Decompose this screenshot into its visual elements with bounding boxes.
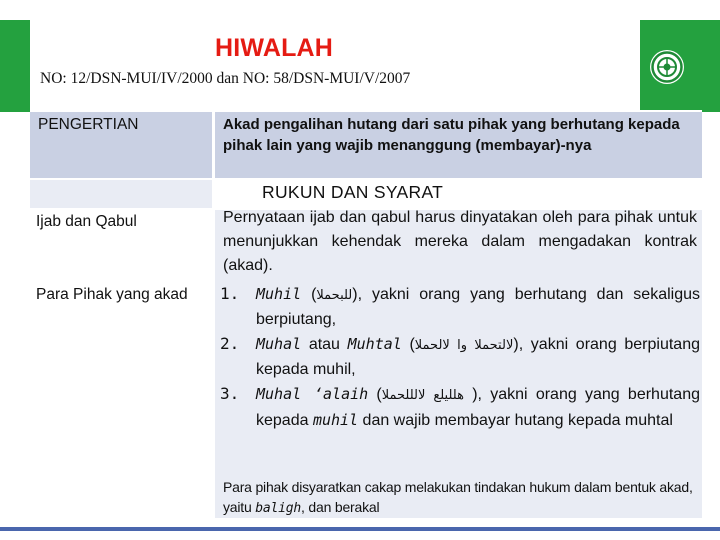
- list-item: 2. Muhal atau Muhtal (لالتحملا وا لالحملا), yakni orang berpiutang kepada muhil,: [220, 334, 700, 378]
- list-item: 3. Muhal ‘alaih (هللیلع لالللحملا ), yakni orang yang berhutang kepada muhil dan wajib membayar hutang kepada muhtal: [220, 384, 700, 429]
- footer-text: Para pihak disyaratkan cakap melakukan tindakan hukum dalam bentuk akad, yaitu: [223, 479, 693, 515]
- term: Muhal ‘alaih: [256, 385, 369, 403]
- item-text: ), yakni orang berpiutang kepada muhil,: [256, 336, 700, 378]
- accent-line: [0, 527, 720, 531]
- list-number: 3.: [220, 384, 240, 403]
- left-shade: [30, 180, 212, 208]
- ijab-qabul-text: Pernyataan ijab dan qabul harus dinyatakan oleh para pihak untuk menunjukkan kehendak mereka dalam mengadakan kontrak (akad).: [223, 209, 697, 274]
- list-number: 2.: [220, 334, 240, 353]
- column-divider: [212, 112, 215, 180]
- footer-text-end: , dan berakal: [301, 499, 380, 515]
- arabic-term: لالتحملا وا لالحملا: [414, 338, 514, 353]
- parties-list: [220, 282, 700, 433]
- item-text: ), yakni orang yang berhutang dan sekaligus berpiutang,: [256, 286, 700, 328]
- label-ijab-qabul: Ijab dan Qabul: [36, 213, 137, 230]
- section-heading: RUKUN DAN SYARAT: [262, 182, 444, 202]
- footer-term: baligh: [255, 501, 302, 516]
- page-subtitle: NO: 12/DSN-MUI/IV/2000 dan NO: 58/DSN-MUI/V/2007: [40, 70, 411, 87]
- arabic-term: هللیلع لالللحملا: [381, 388, 464, 403]
- label-para-pihak: Para Pihak yang akad: [36, 286, 188, 303]
- item-text: ), yakni orang yang berhutang kepada: [256, 386, 700, 429]
- term: Muhil: [256, 285, 302, 303]
- info-table: [30, 110, 702, 520]
- title-box: [30, 20, 640, 110]
- list-number: 1.: [220, 284, 240, 303]
- arabic-term: للبحملا: [316, 288, 353, 303]
- connector: atau: [301, 336, 348, 353]
- page-title: HIWALAH: [215, 34, 334, 62]
- label-pengertian: PENGERTIAN: [38, 116, 139, 133]
- term: Muhal: [256, 335, 302, 353]
- list-item: 1. Muhil (للبحملا), yakni orang yang berhutang dan sekaligus berpiutang,: [220, 284, 700, 328]
- term: muhil: [312, 411, 359, 429]
- mui-emblem-icon: [648, 46, 686, 88]
- definition-text: Akad pengalihan hutang dari satu pihak yang berhutang kepada pihak lain yang wajib menanggung (membayar)-nya: [223, 116, 680, 154]
- term: Muhtal: [347, 335, 402, 353]
- footer-note: [223, 477, 693, 519]
- item-text: dan wajib membayar hutang kepada muhtal: [358, 412, 673, 429]
